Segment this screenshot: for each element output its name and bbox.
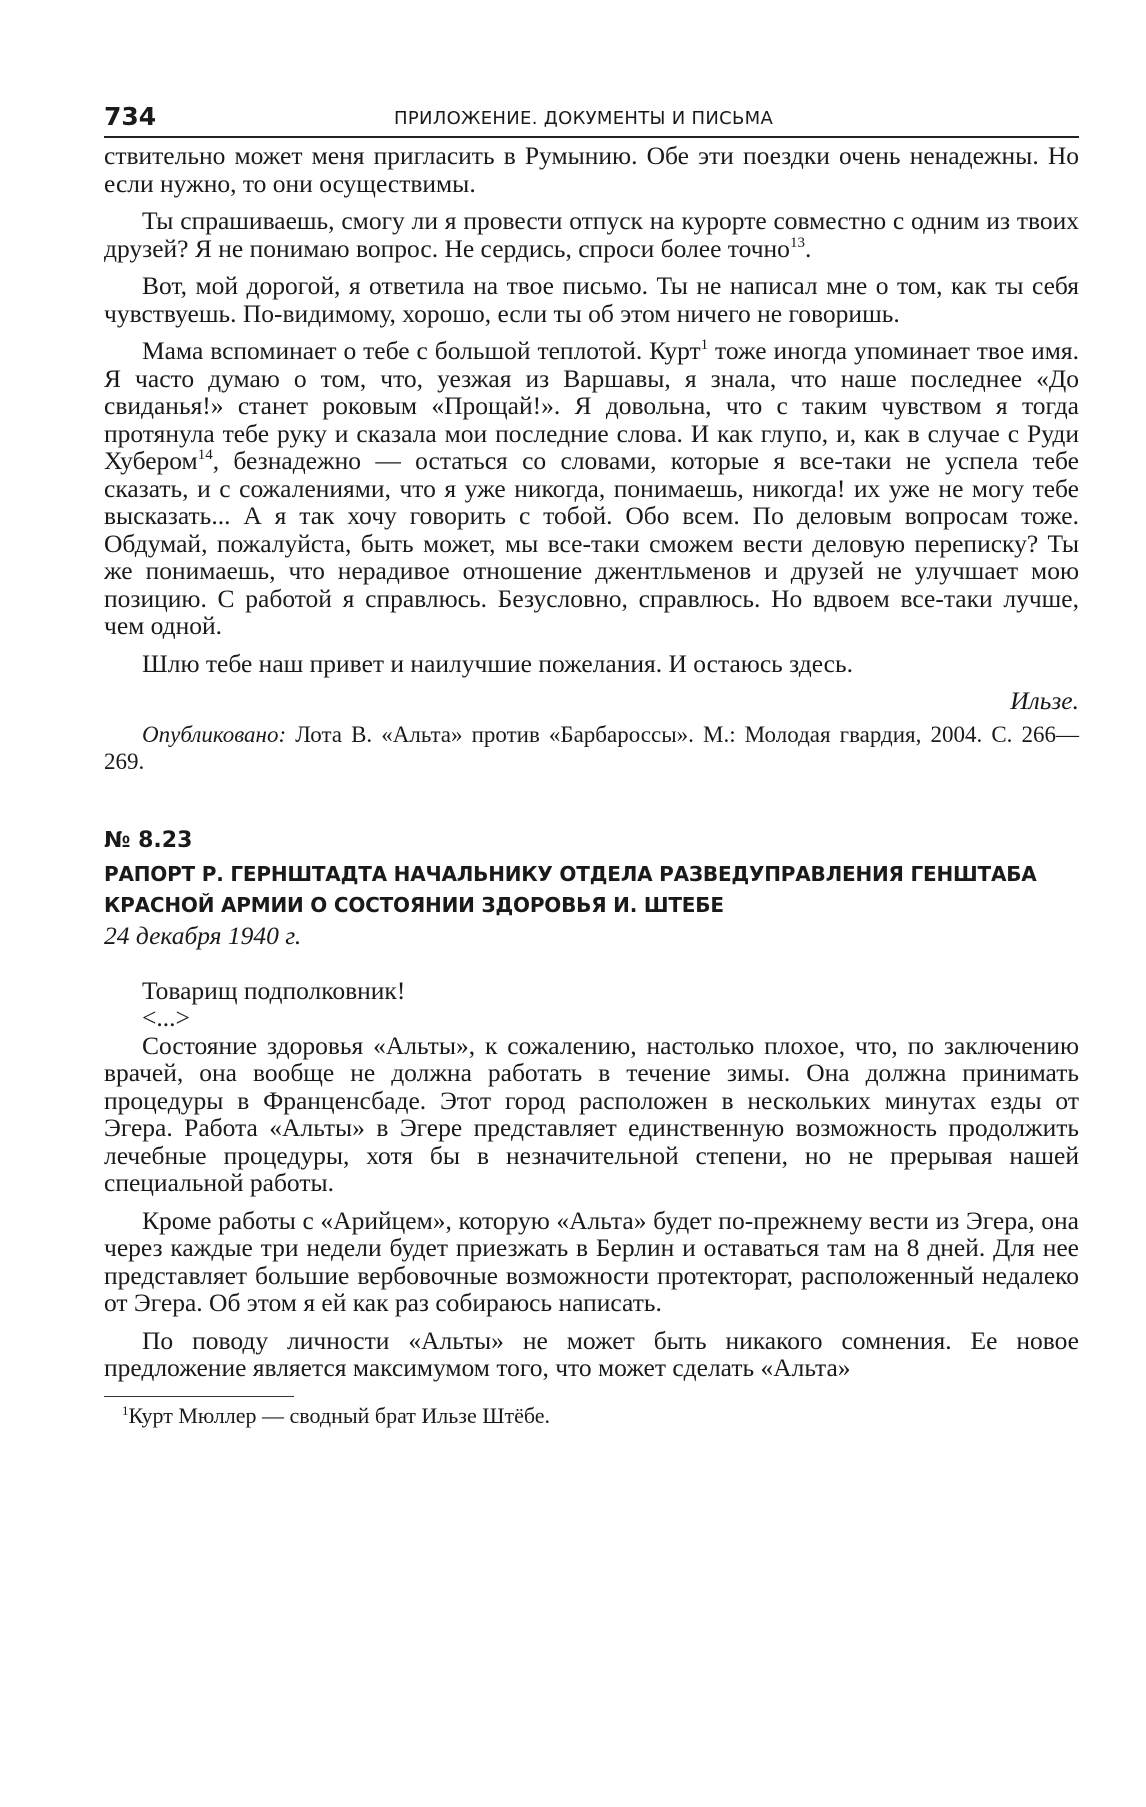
report-paragraph: Кроме работы с «Арийцем», которую «Альта» будет по-прежнему вести из Эгера, она через каждые три недели будет приезжать в Берлин и оставаться там на 8 дней. Для нее представляет большие вербовочные возможности протекторат, расположенный недалеко от Эгера. Об этом я ей как раз собираюсь написать. <box>104 1205 1079 1317</box>
footnote-ref: 1 <box>700 337 709 353</box>
letter-body <box>104 142 1079 715</box>
report-paragraph: Состояние здоровья «Альты», к сожалению, настолько плохое, что, по заключению врачей, она вообще не должна работать в течение зимы. Она должна принимать процедуры в Франценсбаде. Этот город расположен в нескольких минутах езды от Эгера. Работа «Альты» в Эгере представляет единственную возможность продолжить лечебные процедуры, хотя бы в незначительной степени, но не прерывая нашей специальной работы. <box>104 1030 1079 1197</box>
letter-paragraph: Вот, мой дорогой, я ответила на твое письмо. Ты не написал мне о том, как ты себя чувствуешь. По-видимому, хорошо, если ты об этом ничего не говоришь. <box>104 271 1079 328</box>
document-title-line-2: КРАСНОЙ АРМИИ О СОСТОЯНИИ ЗДОРОВЬЯ И. ШТЕБЕ <box>104 892 724 917</box>
page-number: 734 <box>104 102 157 131</box>
report-paragraph: По поводу личности «Альты» не может быть никакого сомнения. Ее новое предложение является максимумом того, что может сделать «Альта» <box>104 1325 1079 1382</box>
publication-source: Опубликовано: Лота В. «Альта» против «Барбароссы». М.: Молодая гвардия, 2004. С. 266—269. <box>104 721 1079 774</box>
book-page <box>104 102 1079 1431</box>
publication-label: Опубликовано: <box>142 721 287 747</box>
running-head: ПРИЛОЖЕНИЕ. ДОКУМЕНТЫ И ПИСЬМА <box>394 108 774 129</box>
report-omission: <...> <box>142 1003 190 1032</box>
document-number: № 8.23 <box>104 827 193 853</box>
letter-signature: Ильзе. <box>1010 686 1079 715</box>
letter-paragraph-continued: ствительно может меня пригласить в Румынию. Обе эти поездки очень ненадежны. Но если нужно, то они осуществимы. <box>104 141 1079 198</box>
footnote-divider <box>104 1396 294 1397</box>
footnote-ref: 13 <box>789 234 805 251</box>
footnote-mark: 1 <box>122 1402 129 1418</box>
report-body <box>104 977 1079 1382</box>
letter-paragraph: Ты спрашиваешь, смогу ли я провести отпуск на курорте совместно с одним из твоих друзей? Я не понимаю вопрос. Не сердись, спроси более точно$^{13}$. <box>104 206 1079 263</box>
letter-paragraph: Мама вспоминает о тебе с большой теплотой. Курт$^1$ тоже иногда упоминает твое имя. Я часто думаю о том, что, уезжая из Варшавы, я знала, что наше последнее «До свиданья!» станет роковым «Прощай!». Я довольна, что с таким чувством я тогда протянула тебе руку и сказала мои последние слова. И как глупо, и, как в случае с Руди Хубером$^{14}$, безнадежно — остаться со словами, которые я все-таки не успела тебе сказать, и с сожалениями, что я уже никогда, понимаешь, никогда! их уже не могу тебе высказать... А я так хочу говорить с тобой. Обо всем. По деловым вопросам тоже. Обдумай, пожалуйста, быть может, мы все-таки сможем вести деловую переписку? Ты же понимаешь, что нерадивое отношение джентльменов и друзей не улучшает мою позицию. С работой я справлюсь. Безусловно, справлюсь. Но вдвоем все-таки лучше, чем одной. <box>104 336 1079 640</box>
footnote-ref: 14 <box>197 447 213 463</box>
letter-paragraph: Шлю тебе наш привет и наилучшие пожелания. И остаюсь здесь. <box>142 648 853 678</box>
report-salutation: Товарищ подполковник! <box>142 975 406 1005</box>
page-header <box>104 102 1079 138</box>
document-title-line-1: РАПОРТ Р. ГЕРНШТАДТА НАЧАЛЬНИКУ ОТДЕЛА РАЗВЕДУПРАВЛЕНИЯ ГЕНШТАБА <box>104 861 1037 886</box>
footnote: $^1$Курт Мюллер — сводный брат Ильзе Штёбе. <box>122 1402 551 1428</box>
document-date: 24 декабря 1940 г. <box>104 920 302 950</box>
